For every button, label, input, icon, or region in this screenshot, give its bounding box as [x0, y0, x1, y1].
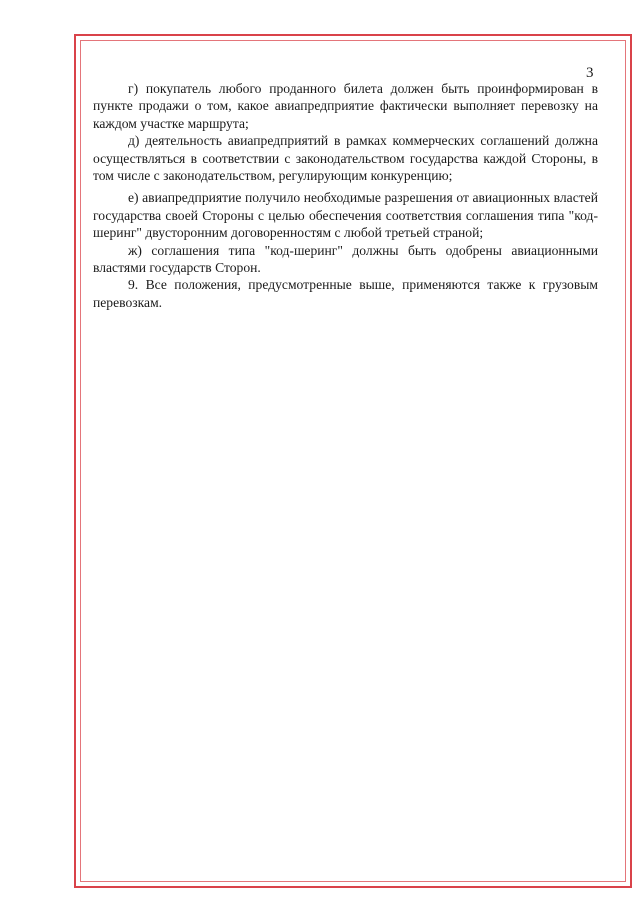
paragraph-9: 9. Все положения, предусмотренные выше, применяются также к грузовым перевозкам.: [93, 277, 598, 310]
paragraph-zh: ж) соглашения типа "код-шеринг" должны быть одобрены авиационными властями государств Сторон.: [93, 242, 598, 276]
document-body: [93, 80, 598, 311]
paragraph-d: д) деятельность авиапредприятий в рамках коммерческих соглашений должна осуществляться в соответствии с законодательством государства каждой Стороны, в том числе с законодательством, регулирующим конкуренцию;: [93, 133, 598, 184]
paragraph-e: е) авиапредприятие получило необходимые разрешения от авиационных властей государства своей Стороны с целью обеспечения соответствия соглашения типа "код-шеринг" двусторонним договоренностям с любой третьей страной;: [93, 190, 598, 241]
page-number: 3: [586, 65, 594, 81]
paragraph-g: г) покупатель любого проданного билета должен быть проинформирован в пункте продажи о том, какое авиапредприятие фактически выполняет перевозку на каждом участке маршрута;: [93, 81, 598, 131]
